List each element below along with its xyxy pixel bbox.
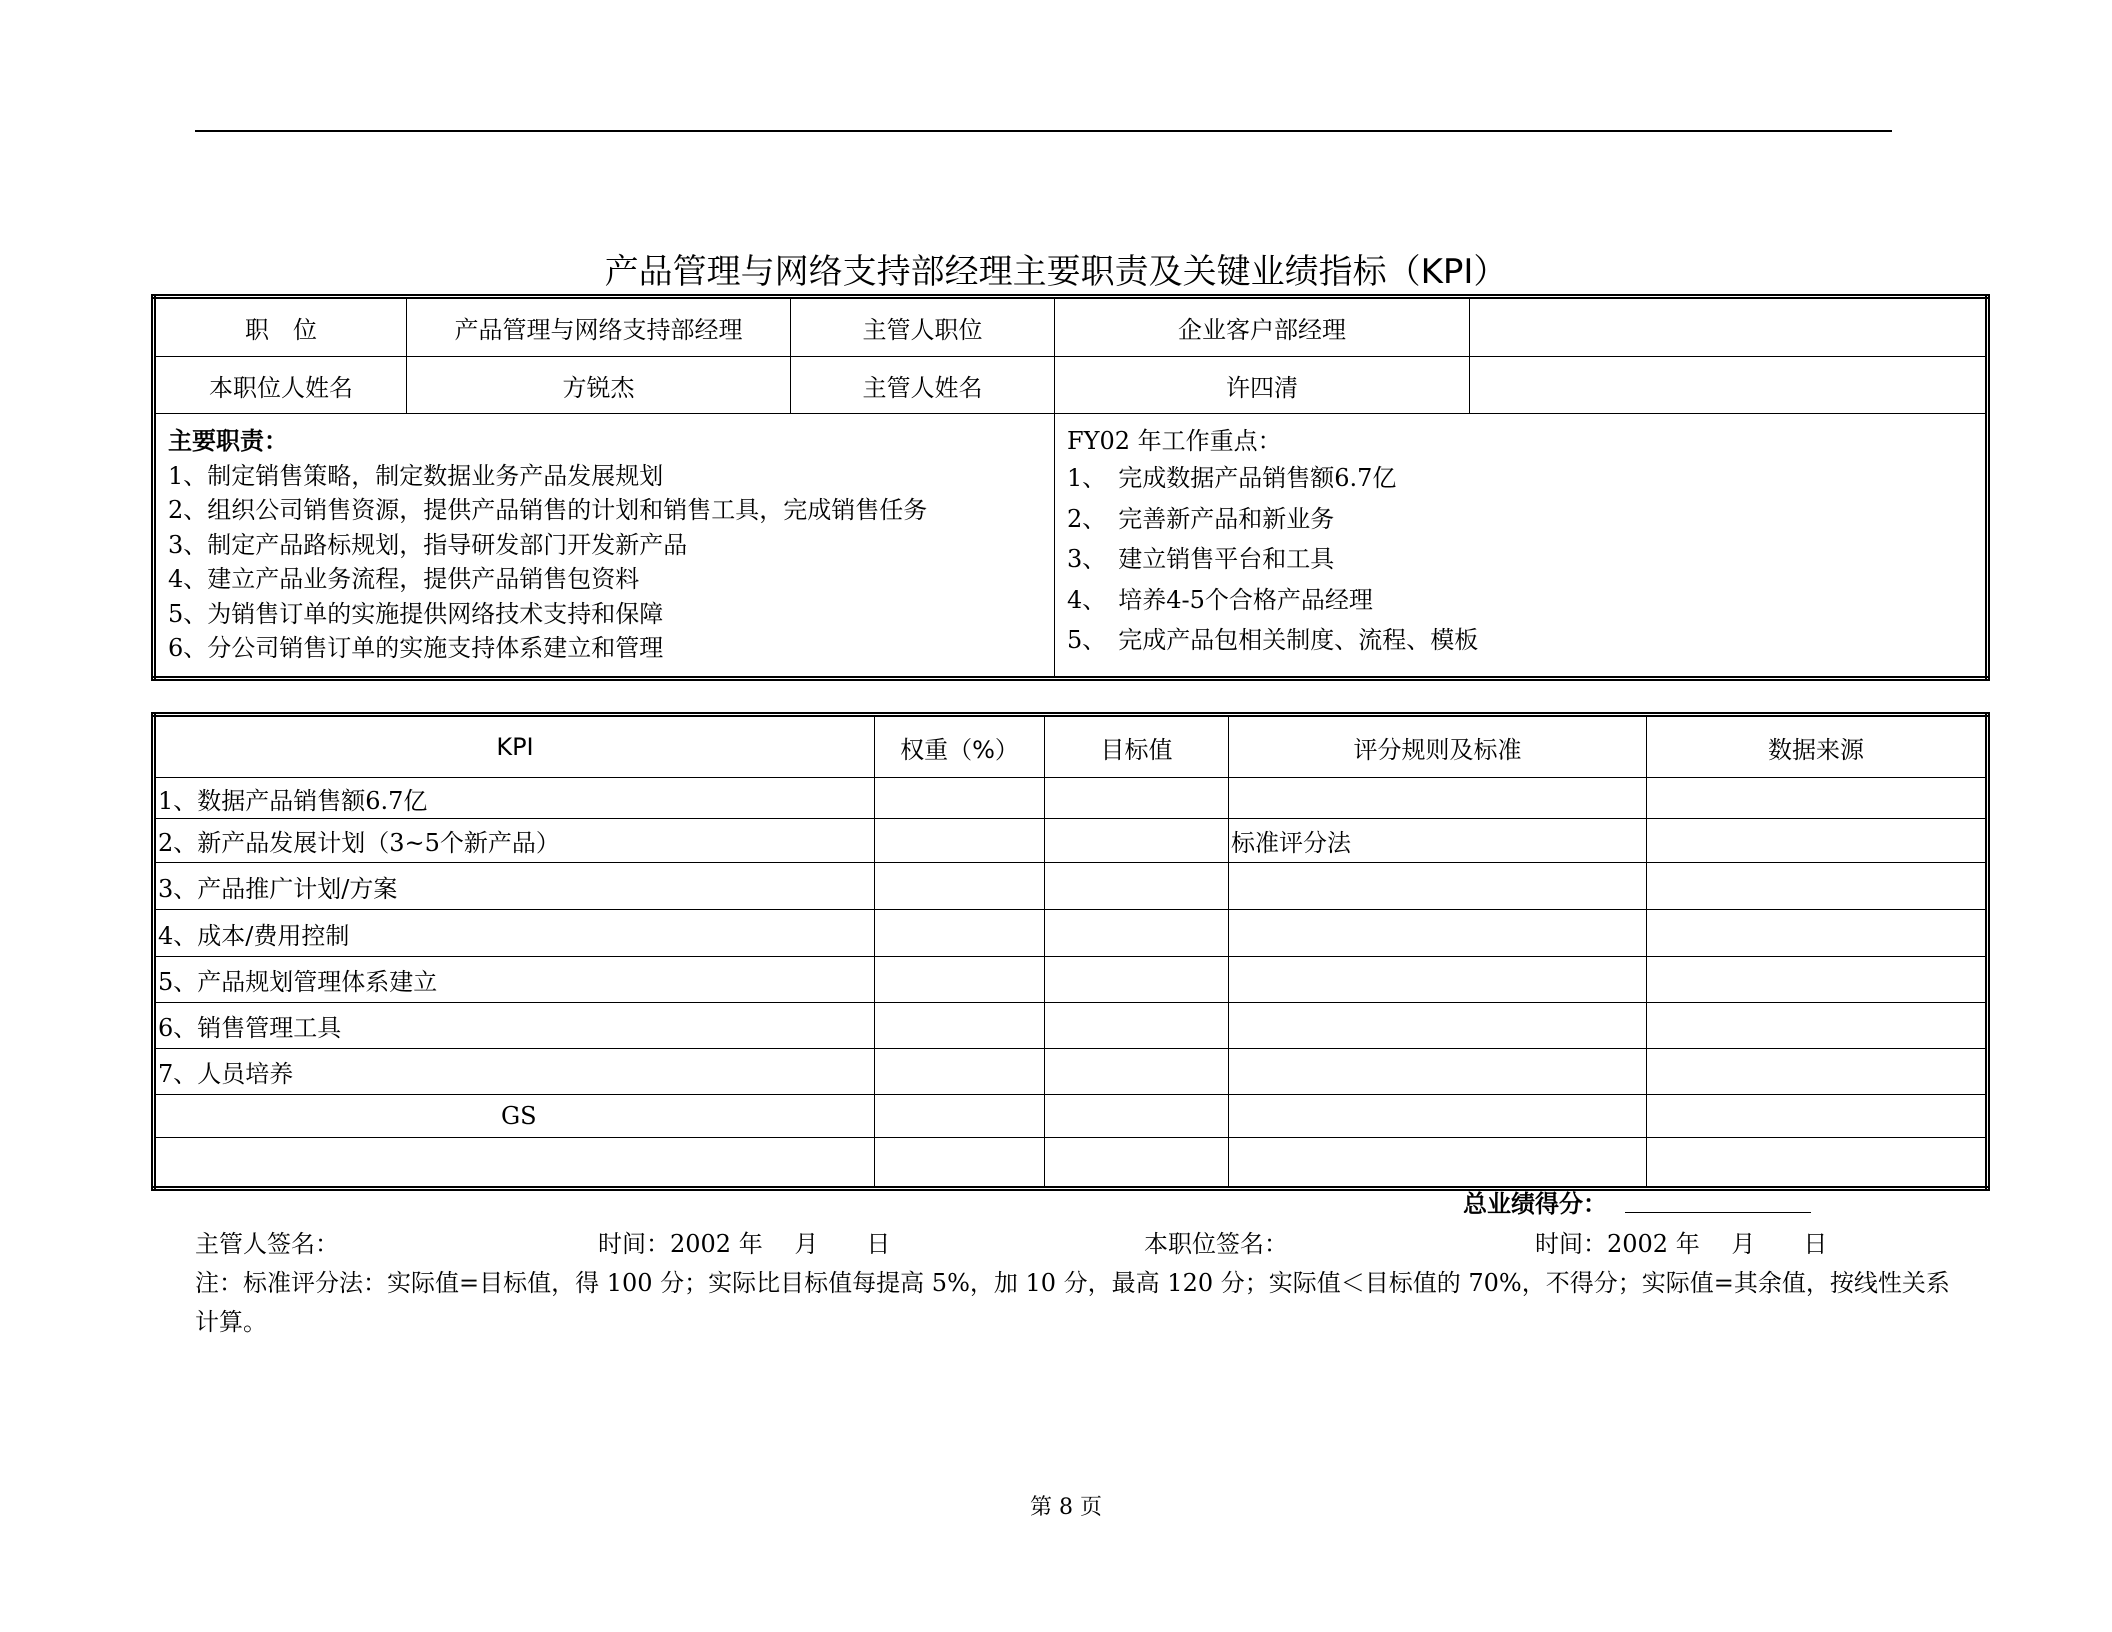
total-score-blank[interactable] <box>1625 1212 1811 1213</box>
supervisor-signature-label: 主管人签名： <box>195 1230 339 1258</box>
kpi-cell: 6、销售管理工具 <box>154 1003 875 1049</box>
scoring-cell <box>1229 1095 1647 1138</box>
kpi-row <box>154 778 1988 819</box>
kpi-cell: 4、成本/费用控制 <box>154 910 875 957</box>
duty-item: 2、组织公司销售资源，提供产品销售的计划和销售工具，完成销售任务 <box>168 496 928 524</box>
source-cell <box>1647 910 1988 957</box>
duties-heading: 主要职责： <box>168 427 288 455</box>
scoring-cell <box>1229 778 1647 819</box>
target-cell <box>1045 910 1229 957</box>
kpi-table <box>151 712 1990 1191</box>
scoring-cell: 标准评分法 <box>1229 819 1647 863</box>
page-number: 第 8 页 <box>1030 1495 1102 1520</box>
self-signature-label: 本职位签名： <box>1144 1230 1288 1258</box>
kpi-row <box>154 1138 1988 1189</box>
duty-item: 4、建立产品业务流程，提供产品销售包资料 <box>168 565 640 593</box>
weight-header: 权重（%） <box>875 715 1045 778</box>
self-date: 时间：2002 年 月 日 <box>1535 1230 1828 1258</box>
kpi-row <box>154 910 1988 957</box>
weight-cell <box>875 957 1045 1003</box>
kpi-row <box>154 1095 1988 1138</box>
supervisor-date: 时间：2002 年 月 日 <box>598 1230 891 1258</box>
source-cell <box>1647 1049 1988 1095</box>
empty-cell <box>1470 297 1988 357</box>
name-value: 方锐杰 <box>407 357 791 414</box>
source-cell <box>1647 1003 1988 1049</box>
target-header: 目标值 <box>1045 715 1229 778</box>
focus-item: 5、 完成产品包相关制度、流程、模板 <box>1067 626 1479 654</box>
target-cell <box>1045 1138 1229 1189</box>
target-cell <box>1045 778 1229 819</box>
kpi-header: KPI <box>154 715 875 778</box>
source-cell <box>1647 778 1988 819</box>
focus-heading: FY02 年工作重点： <box>1067 427 1282 455</box>
kpi-cell: 7、人员培养 <box>154 1049 875 1095</box>
source-cell <box>1647 1095 1988 1138</box>
source-cell <box>1647 863 1988 910</box>
focus-item: 2、 完善新产品和新业务 <box>1067 504 1335 533</box>
kpi-row <box>154 1049 1988 1095</box>
target-cell <box>1045 1003 1229 1049</box>
empty-cell <box>1470 357 1988 414</box>
scoring-cell <box>1229 910 1647 957</box>
target-cell <box>1045 863 1229 910</box>
duties-cell <box>154 414 1055 679</box>
scoring-header: 评分规则及标准 <box>1229 715 1647 778</box>
weight-cell <box>875 1003 1045 1049</box>
focus-cell <box>1055 414 1988 679</box>
target-cell <box>1045 819 1229 863</box>
duty-item: 5、为销售订单的实施提供网络技术支持和保障 <box>168 599 664 628</box>
supervisor-position-value: 企业客户部经理 <box>1055 297 1470 357</box>
source-cell <box>1647 1138 1988 1189</box>
scoring-cell <box>1229 1049 1647 1095</box>
total-score-label: 总业绩得分： <box>1463 1190 1607 1218</box>
page-title: 产品管理与网络支持部经理主要职责及关键业绩指标（KPI） <box>604 252 1508 292</box>
scoring-cell <box>1229 957 1647 1003</box>
weight-cell <box>875 863 1045 910</box>
weight-cell <box>875 910 1045 957</box>
weight-cell <box>875 778 1045 819</box>
weight-cell <box>875 819 1045 863</box>
weight-cell <box>875 1049 1045 1095</box>
supervisor-name-label: 主管人姓名 <box>791 357 1055 414</box>
position-info-table <box>151 294 1990 681</box>
kpi-cell: 5、产品规划管理体系建立 <box>154 957 875 1003</box>
duty-item: 1、制定销售策略，制定数据业务产品发展规划 <box>168 461 664 490</box>
supervisor-position-label: 主管人职位 <box>791 297 1055 357</box>
scoring-note: 注：标准评分法：实际值=目标值，得 100 分；实际比目标值每提高 5%，加 10 分，最高 120 分；实际值＜目标值的 70%，不得分；实际值=其余值，按线性关系计算。 <box>195 1269 1950 1336</box>
kpi-cell <box>154 1138 875 1189</box>
scoring-cell <box>1229 1003 1647 1049</box>
kpi-row <box>154 819 1988 863</box>
duty-item: 6、分公司销售订单的实施支持体系建立和管理 <box>168 634 664 662</box>
header-rule <box>195 130 1892 132</box>
scoring-cell <box>1229 863 1647 910</box>
kpi-row <box>154 957 1988 1003</box>
source-header: 数据来源 <box>1647 715 1988 778</box>
kpi-row <box>154 863 1988 910</box>
weight-cell <box>875 1095 1045 1138</box>
source-cell <box>1647 819 1988 863</box>
position-value: 产品管理与网络支持部经理 <box>407 297 791 357</box>
source-cell <box>1647 957 1988 1003</box>
focus-item: 4、 培养4-5个合格产品经理 <box>1067 585 1373 614</box>
duty-item: 3、制定产品路标规划，指导研发部门开发新产品 <box>168 530 688 559</box>
supervisor-name-value: 许四清 <box>1055 357 1470 414</box>
scoring-cell <box>1229 1138 1647 1189</box>
kpi-cell: 3、产品推广计划/方案 <box>154 863 875 910</box>
focus-item: 1、 完成数据产品销售额6.7亿 <box>1067 464 1397 492</box>
target-cell <box>1045 957 1229 1003</box>
name-label: 本职位人姓名 <box>154 357 407 414</box>
kpi-cell: 1、数据产品销售额6.7亿 <box>154 778 875 819</box>
weight-cell <box>875 1138 1045 1189</box>
kpi-cell: GS <box>154 1095 875 1138</box>
target-cell <box>1045 1095 1229 1138</box>
position-label: 职 位 <box>154 297 407 357</box>
kpi-cell: 2、新产品发展计划（3~5个新产品） <box>154 819 875 863</box>
target-cell <box>1045 1049 1229 1095</box>
kpi-row <box>154 1003 1988 1049</box>
focus-item: 3、 建立销售平台和工具 <box>1067 545 1335 573</box>
